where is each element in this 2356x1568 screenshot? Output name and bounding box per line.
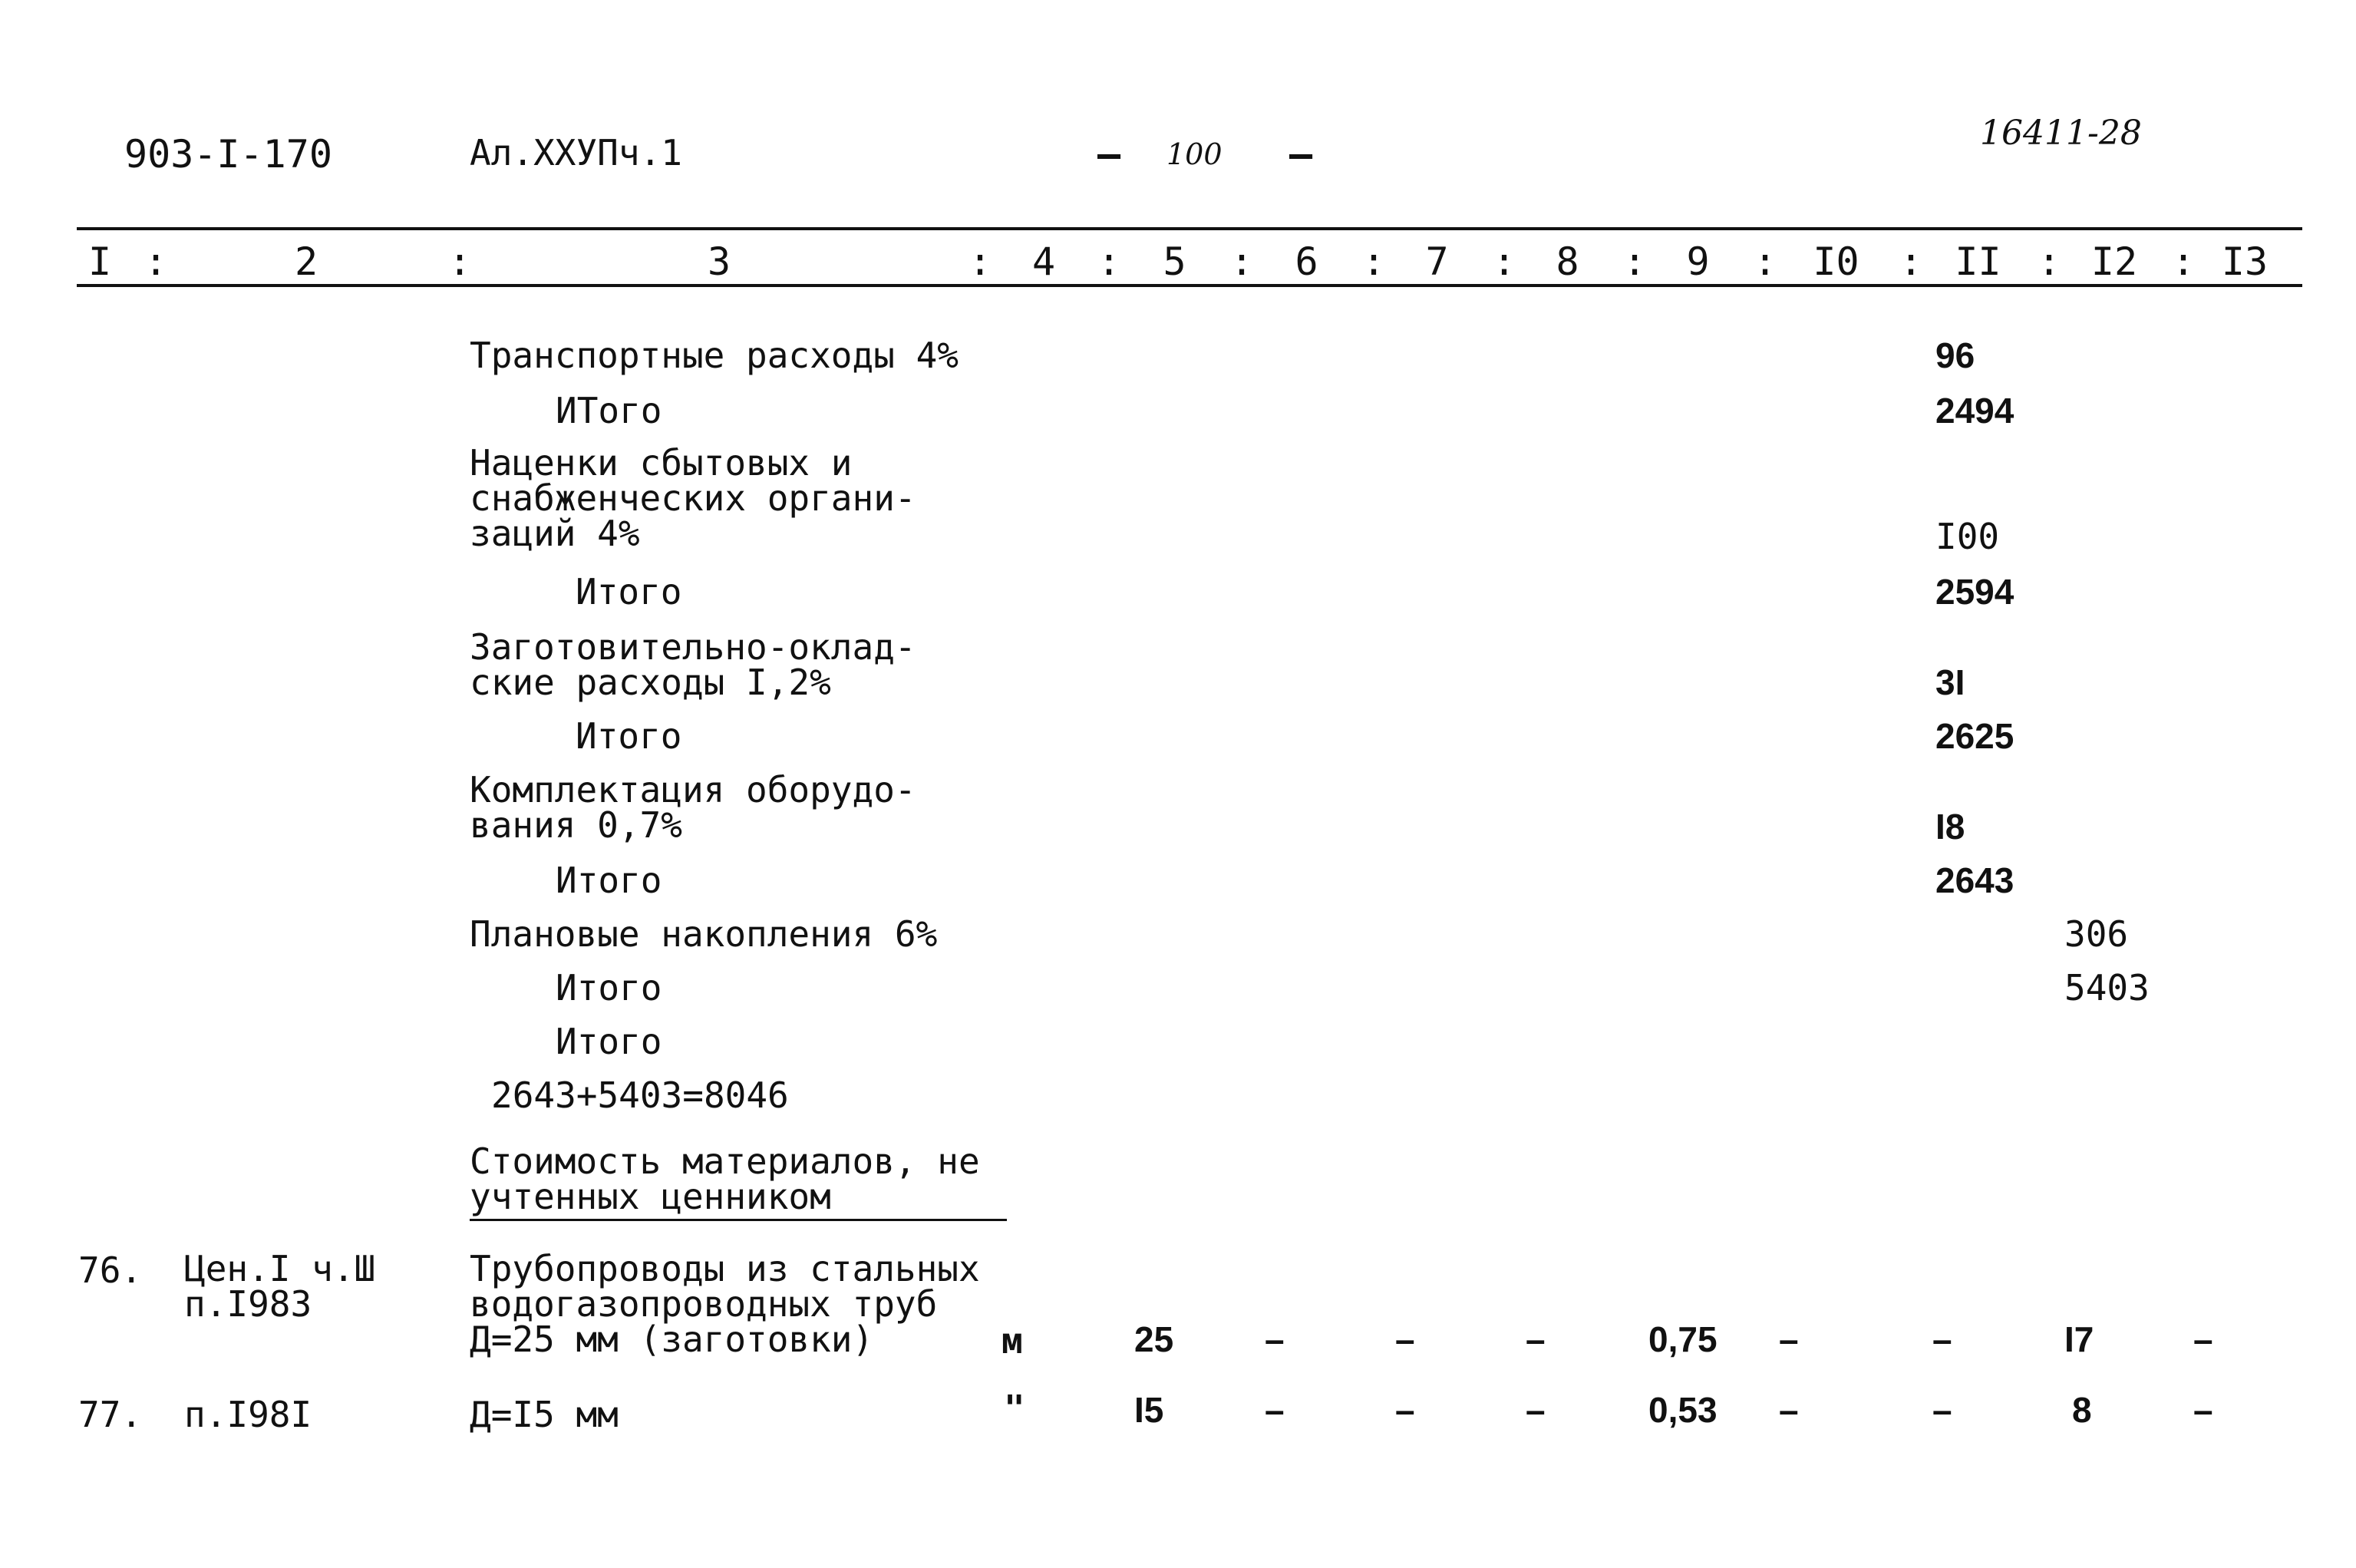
col-sep: : bbox=[1362, 239, 1386, 284]
summary-value: 2625 bbox=[1935, 716, 2014, 756]
summary-label: Итого bbox=[576, 571, 682, 612]
col-header-4: 4 bbox=[1031, 239, 1056, 284]
summary-value: I00 bbox=[1935, 516, 2000, 557]
summary-value: 2594 bbox=[1935, 572, 2014, 612]
col-header-3: 3 bbox=[707, 239, 731, 284]
row-col10: – bbox=[1779, 1390, 1799, 1430]
section-title: Стоимость материалов, не учтенных ценником bbox=[470, 1141, 980, 1217]
row-col7: – bbox=[1395, 1390, 1415, 1430]
col-header-9: 9 bbox=[1686, 239, 1710, 284]
page-dash-left: – bbox=[1097, 132, 1121, 177]
summary-value: 2494 bbox=[1935, 391, 2014, 431]
summary-label: Итого bbox=[556, 1021, 662, 1062]
summary-label: Плановые накопления 6% bbox=[470, 913, 938, 955]
col-header-6: 6 bbox=[1295, 239, 1318, 284]
col-sep: : bbox=[448, 239, 472, 284]
row-col6: – bbox=[1265, 1319, 1285, 1359]
grand-total-formula: 2643+5403=8046 bbox=[491, 1074, 789, 1116]
row-col8: – bbox=[1526, 1390, 1546, 1430]
summary-value: 3I bbox=[1935, 662, 1965, 702]
summary-value: I8 bbox=[1935, 807, 1965, 847]
page-number: 100 bbox=[1166, 137, 1223, 171]
row-col10: – bbox=[1779, 1319, 1799, 1359]
col-header-7: 7 bbox=[1425, 239, 1449, 284]
col-sep: : bbox=[1230, 239, 1254, 284]
col-sep: : bbox=[1754, 239, 1777, 284]
row-description: Д=I5 мм bbox=[470, 1394, 619, 1435]
summary-value: 2643 bbox=[1935, 860, 2014, 900]
row-quantity: I5 bbox=[1134, 1390, 1164, 1430]
album-reference: Ал.XXУПч.1 bbox=[470, 132, 682, 173]
col-sep: : bbox=[1899, 239, 1923, 284]
summary-label: Итого bbox=[556, 967, 662, 1008]
row-col12: 8 bbox=[2072, 1390, 2092, 1430]
row-description: Трубопроводы из стальных водогазопроводных труб Д=25 мм (заготовки) bbox=[470, 1248, 980, 1360]
col-header-10: I0 bbox=[1813, 239, 1859, 284]
col-header-8: 8 bbox=[1556, 239, 1579, 284]
summary-label: Итого bbox=[556, 860, 662, 901]
summary-label: Заготовительно-оклад- ские расходы I,2% bbox=[470, 626, 916, 703]
col-sep: : bbox=[1097, 239, 1121, 284]
row-col6: – bbox=[1265, 1390, 1285, 1430]
col-sep: : bbox=[1623, 239, 1647, 284]
col-sep: : bbox=[2172, 239, 2196, 284]
col-header-12: I2 bbox=[2090, 239, 2138, 284]
row-reference: Цен.I ч.Ш п.I983 bbox=[184, 1248, 376, 1325]
summary-label: Итого bbox=[576, 715, 682, 757]
summary-value: 96 bbox=[1935, 335, 1975, 375]
section-title-underline bbox=[470, 1219, 1007, 1221]
col-header-11: II bbox=[1955, 239, 2001, 284]
row-quantity: 25 bbox=[1134, 1319, 1174, 1359]
row-col9: 0,53 bbox=[1648, 1390, 1718, 1430]
row-col11: – bbox=[1932, 1319, 1952, 1359]
col-header-2: 2 bbox=[294, 239, 318, 284]
row-col7: – bbox=[1395, 1319, 1415, 1359]
row-number: 76. bbox=[78, 1249, 143, 1291]
col-header-13: I3 bbox=[2221, 239, 2269, 284]
col-sep: : bbox=[144, 239, 168, 284]
summary-label: ИТого bbox=[556, 390, 662, 431]
row-col9: 0,75 bbox=[1648, 1319, 1718, 1359]
col-sep: : bbox=[968, 239, 992, 284]
inventory-number: 16411-28 bbox=[1980, 114, 2142, 153]
col-header-1: I bbox=[87, 239, 112, 284]
row-col12: I7 bbox=[2064, 1319, 2094, 1359]
row-col11: – bbox=[1932, 1390, 1952, 1430]
row-number: 77. bbox=[78, 1394, 143, 1435]
page-dash-right: – bbox=[1289, 132, 1313, 177]
summary-value: 306 bbox=[2064, 913, 2129, 955]
summary-value: 5403 bbox=[2064, 967, 2150, 1008]
summary-label: Комплектация оборудо- вания 0,7% bbox=[470, 769, 916, 846]
row-col8: – bbox=[1526, 1319, 1546, 1359]
summary-label: Наценки сбытовых и снабженческих органи- заций 4% bbox=[470, 442, 916, 554]
summary-label: Транспортные расходы 4% bbox=[470, 335, 959, 376]
row-reference: п.I98I bbox=[184, 1394, 312, 1435]
row-col13: – bbox=[2193, 1319, 2213, 1359]
col-header-5: 5 bbox=[1163, 239, 1186, 284]
col-sep: : bbox=[1493, 239, 1516, 284]
row-unit: " bbox=[1004, 1388, 1025, 1429]
row-unit: м bbox=[1001, 1320, 1023, 1362]
row-col13: – bbox=[2193, 1390, 2213, 1430]
document-code: 903-I-170 bbox=[124, 132, 332, 177]
col-sep: : bbox=[2038, 239, 2061, 284]
